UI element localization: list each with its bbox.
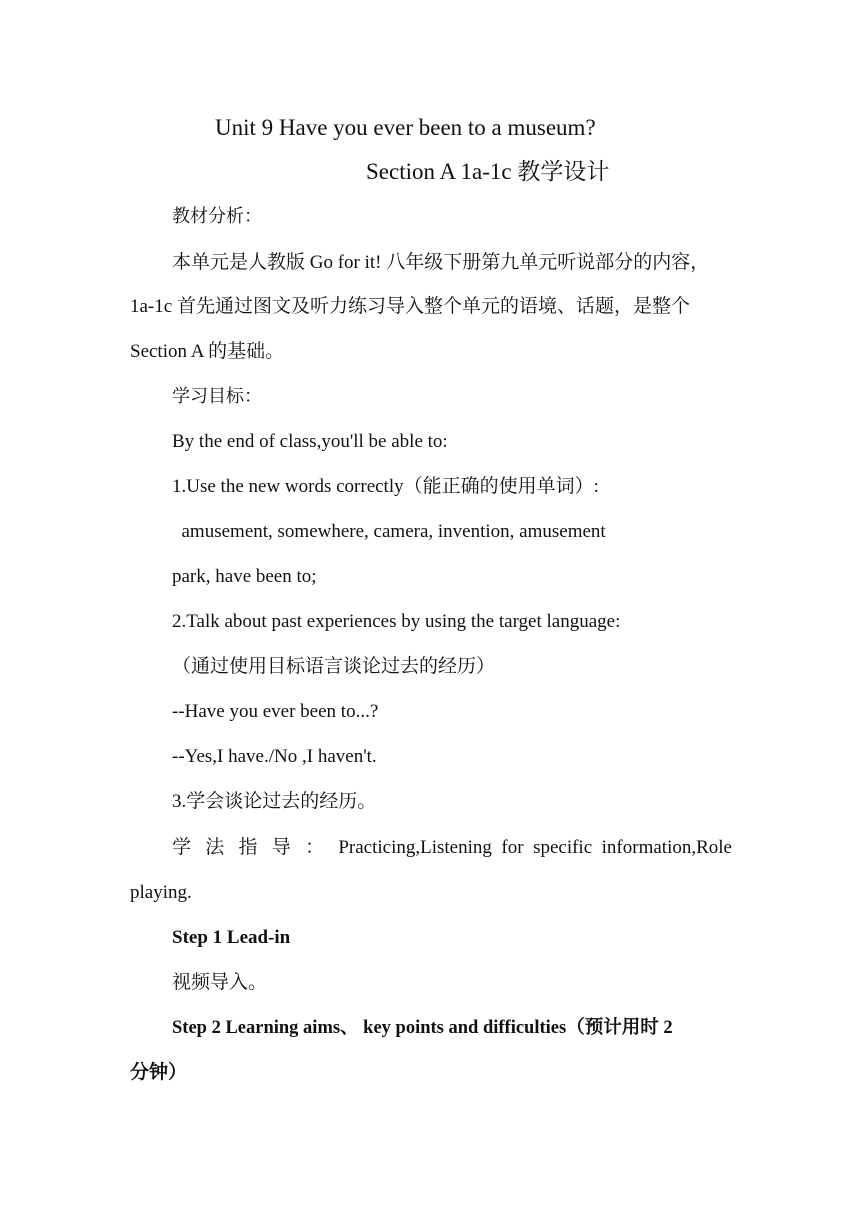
- method-line-2: playing.: [130, 882, 192, 903]
- objective-3: 3.学会谈论过去的经历。: [172, 791, 377, 812]
- analysis-heading: 教材分析：: [172, 206, 262, 227]
- objective-1-words: amusement, somewhere, camera, invention, amusement: [172, 521, 606, 542]
- objectives-heading: 学习目标：: [172, 386, 262, 407]
- title-line-2: Section A 1a-1c 教学设计: [366, 159, 610, 184]
- objectives-intro: By the end of class,you'll be able to:: [172, 431, 448, 452]
- analysis-line-1: 本单元是人教版 Go for it! 八年级下册第九单元听说部分的内容，: [172, 252, 710, 273]
- objective-1-words-cont: park, have been to;: [172, 566, 317, 587]
- title-line-1: Unit 9 Have you ever been to a museum?: [215, 115, 596, 140]
- analysis-line-2: 1a-1c 首先通过图文及听力练习导入整个单元的语境、话题，是整个: [130, 296, 690, 317]
- dialog-question: --Have you ever been to...?: [172, 701, 379, 722]
- objective-2: 2.Talk about past experiences by using the target language:: [172, 611, 621, 632]
- objective-2-cn: （通过使用目标语言谈论过去的经历）: [172, 656, 496, 677]
- objective-1: 1.Use the new words correctly（能正确的使用单词）:: [172, 476, 599, 497]
- step1-text: 视频导入。: [172, 972, 268, 993]
- method-line-1: 学 法 指 导 ： Practicing,Listening for specific information,Role: [172, 837, 732, 858]
- step2-heading-line-2: 分钟）: [130, 1062, 188, 1083]
- dialog-answer: --Yes,I have./No ,I haven't.: [172, 746, 377, 767]
- analysis-line-3: Section A 的基础。: [130, 341, 285, 362]
- step2-heading-line-1: Step 2 Learning aims、 key points and difficulties（预计用时 2: [172, 1018, 673, 1038]
- step1-heading: Step 1 Lead-in: [172, 927, 291, 948]
